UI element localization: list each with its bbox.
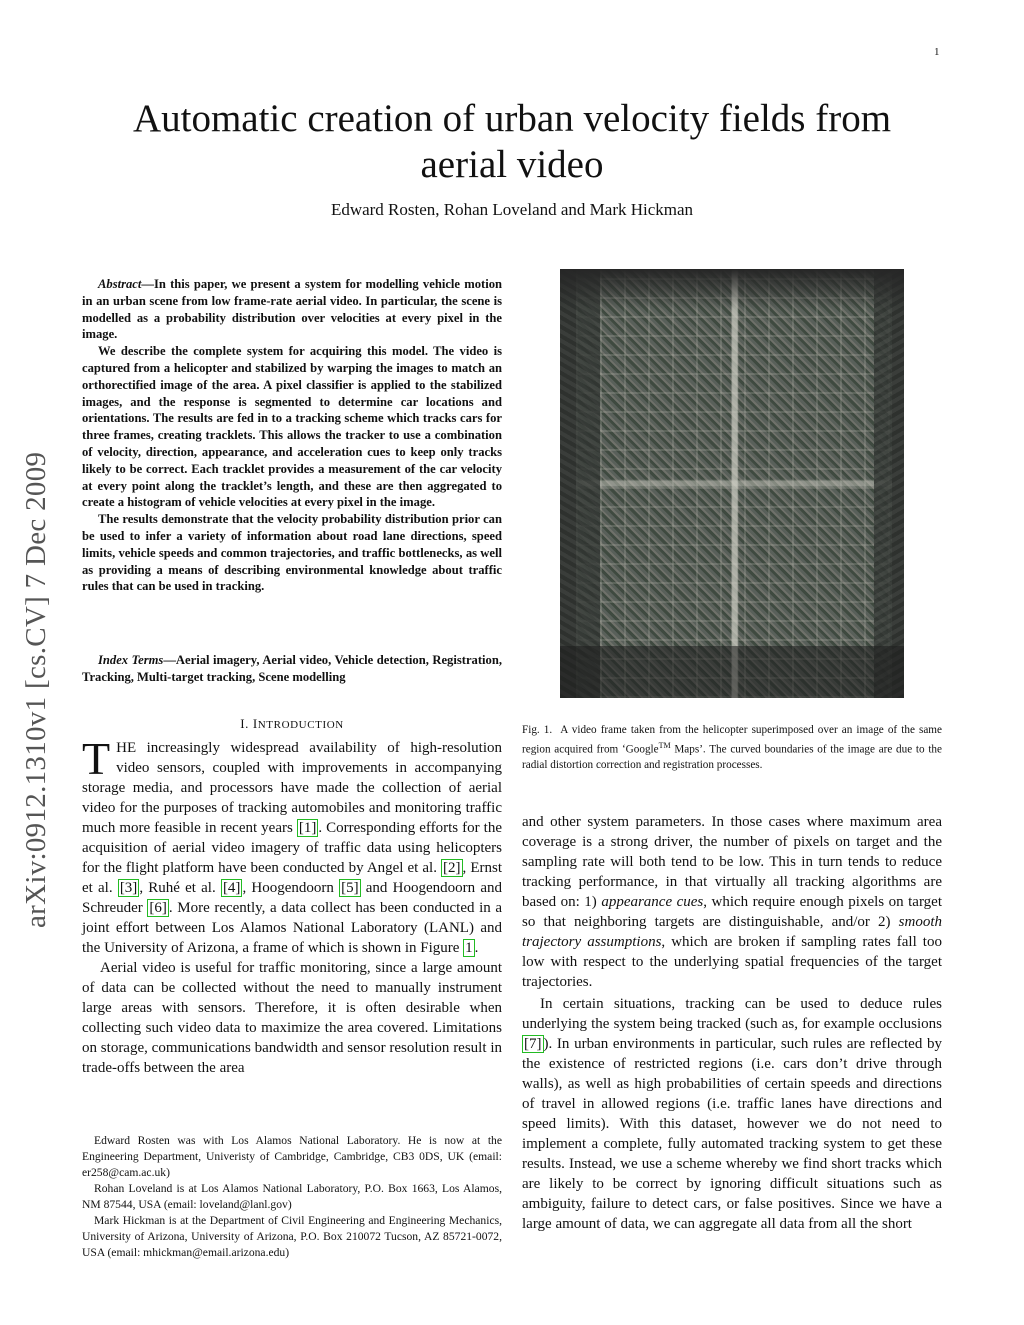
figure-label: Fig. 1.	[522, 724, 553, 736]
introduction-body	[82, 733, 502, 1078]
map-right-margin	[874, 269, 904, 698]
aerial-city-texture	[576, 269, 892, 698]
abstract-paragraph-1	[82, 276, 502, 343]
right-text-b: , which require enough pixels on target so that neighboring targets are distinguishable, and/or 2)	[522, 894, 942, 930]
author-footnotes	[82, 1133, 502, 1261]
section-initial: I	[252, 716, 258, 731]
citation-link-5[interactable]: [5]	[341, 880, 359, 896]
abstract	[82, 276, 502, 595]
section-rest: NTRODUCTION	[257, 719, 344, 731]
map-bottom-margin	[560, 646, 904, 698]
index-terms-lead: Index Terms	[98, 653, 164, 667]
right-text-c: , which are broken if sampling rates fall too low with respect to the underlying spatial frequencies of the target trajectories.	[522, 934, 942, 990]
intro-paragraph-2: Aerial video is useful for traffic monitoring, since a large amount of data can be collected without the need to manually instrument large areas with sensors. Therefore, it is often desirable when collecting such video data to maximize the area covered. Limitations on storage, communications bandwidth and sensor resolution result in trade-offs between the area	[82, 960, 502, 1076]
intro-text-d: , Ruhé et al.	[139, 880, 221, 896]
paper-title: Automatic creation of urban velocity fields from aerial video	[132, 97, 892, 186]
caption-text-b: Maps’. The curved boundaries of the image are due to the radial distortion correction and registration processes.	[522, 743, 942, 771]
caption-text-a: A video frame taken from the helicopter superimposed over an image of the same region acquired from ‘Google	[522, 724, 942, 756]
intro-text-a: HE increasingly widespread availability of high-resolution video sensors, coupled with improvements in accompanying storage media, and processors have made the collection of aerial video for the purposes of tracking automobiles and monitoring traffic much more feasible in recent years	[82, 740, 502, 836]
intro-text-h: .	[474, 940, 479, 956]
citation-link-4[interactable]: [4]	[222, 880, 241, 896]
figure-1-aerial-image	[560, 269, 904, 698]
abstract-paragraph-3: The results demonstrate that the velocity probability distribution prior can be used to infer a variety of information about road lane directions, speed limits, vehicle speeds and common trajectories, and traffic bottlenecks, as well as providing a means of describing environmental knowledge about traffic rules that can be used in tracking.	[82, 512, 502, 594]
citation-link-6[interactable]: [6]	[149, 900, 167, 916]
intro-paragraph-1	[82, 733, 502, 958]
trademark-sup: TM	[658, 741, 671, 750]
emphasis-appearance-cues: appearance cues	[601, 894, 704, 910]
intro-text-g: . More recently, a data collect has been conducted in a joint effort between Los Alamos National Laboratory (LANL) and the University of Arizona, a frame of which is shown in Figure	[82, 900, 502, 956]
intro-text-f: and Hoogendoorn and Schreuder	[82, 880, 502, 916]
emphasis-smooth-trajectory: smooth trajectory assumptions	[522, 914, 942, 950]
figure-link-1[interactable]: 1	[465, 940, 473, 956]
abstract-paragraph-2: We describe the complete system for acquiring this model. The video is captured from a helicopter and stabilized by warping the images to match an orthorectified image of the area. A pixel classifier is applied to the stabilized images, and the response is segmented to determine car locations and orientations. The results are fed in to a tracking scheme which tracks cars for three frames, creating tracklets. This allows the tracker to use a combination of velocity, direction, appearance, and acceleration cues to keep only tracks likely to be correct. Each tracklet provides a measurement of the car velocity at every point along the tracklet’s length, and these are then aggregated to create a histogram of vehicle velocities at every pixel in the image.	[82, 344, 502, 510]
abstract-lead: Abstract	[98, 277, 142, 291]
footnote-hickman: Mark Hickman is at the Department of Civil Engineering and Engineering Mechanics, University of Arizona, University of Arizona, P.O. Box 210072 Tucson, AZ 85721-0072, USA (email: mhickman@email.arizona.edu)	[82, 1214, 502, 1259]
footnote-rosten: Edward Rosten was with Los Alamos National Laboratory. He is now at the Engineering Department, Univeristy of Cambridge, Cambridge, CB3 0DS, UK (email: er258@cam.ac.uk)	[82, 1134, 502, 1179]
right-text-d: In certain situations, tracking can be used to deduce rules underlying the system being tracked (such as, for example occlusions	[522, 996, 942, 1032]
index-terms	[82, 652, 502, 686]
figure-1-caption	[522, 723, 942, 773]
drop-cap: T	[82, 733, 111, 784]
page-number: 1	[934, 46, 940, 58]
citation-link-1[interactable]: [1]	[298, 820, 317, 836]
right-column-body	[522, 812, 942, 1234]
right-paragraph-2	[522, 994, 942, 1234]
paper-authors: Edward Rosten, Rohan Loveland and Mark Hickman	[330, 200, 694, 219]
intro-text-c: , Ernst et al.	[82, 860, 502, 896]
section-number: I.	[240, 716, 253, 731]
footnote-loveland: Rohan Loveland is at Los Alamos National Laboratory, P.O. Box 1663, Los Alamos, NM 87544, USA (email: loveland@lanl.gov)	[82, 1182, 502, 1211]
abstract-text-1: —In this paper, we present a system for modelling vehicle motion in an urban scene from low frame-rate aerial video. In particular, the scene is modelled as a probability distribution over velocities at every pixel in the image.	[82, 277, 502, 342]
citation-link-2[interactable]: [2]	[443, 860, 461, 876]
citation-link-7[interactable]: [7]	[524, 1036, 542, 1052]
right-text-a: and other system parameters. In those cases where maximum area coverage is a strong driver, the number of pixels on target and the sampling rate will both tend to be low. This in turn tends to reduce tracking performance, in that virtually all tracking algorithms are based on: 1)	[522, 814, 942, 910]
section-heading-introduction	[82, 716, 502, 732]
map-left-margin	[560, 269, 600, 698]
citation-link-3[interactable]: [3]	[119, 880, 138, 896]
right-text-e: ). In urban environments in particular, such rules are reflected by the existence of restricted regions (i.e. cars don’t drive through walls), as well as high probabilities of certain speeds and directions of travel in allowed regions (i.e. traffic lanes have directions and speed limits). With this dataset, however we do not need to implement a complete, fully automated tracking system to get these results. Instead, we use a scheme whereby we find short tracks which are likely to be correct by ignoring difficult situations such as ambiguity, failure to detect cars, or false positives. Since we have a large amount of data, we can aggregate all data from all the short	[522, 1036, 942, 1232]
arxiv-stamp: arXiv:0912.1310v1 [cs.CV] 7 Dec 2009	[20, 451, 52, 928]
index-terms-text: —Aerial imagery, Aerial video, Vehicle detection, Registration, Tracking, Multi-target tracking, Scene modelling	[82, 653, 502, 684]
map-top-margin	[560, 269, 904, 309]
right-paragraph-1	[522, 812, 942, 992]
intro-text-b: . Corresponding efforts for the acquisition of aerial video imagery of traffic data using helicopters for the flight platform have been conducted by Angel et al.	[82, 820, 502, 876]
intro-text-e: , Hoogendoorn	[242, 880, 340, 896]
